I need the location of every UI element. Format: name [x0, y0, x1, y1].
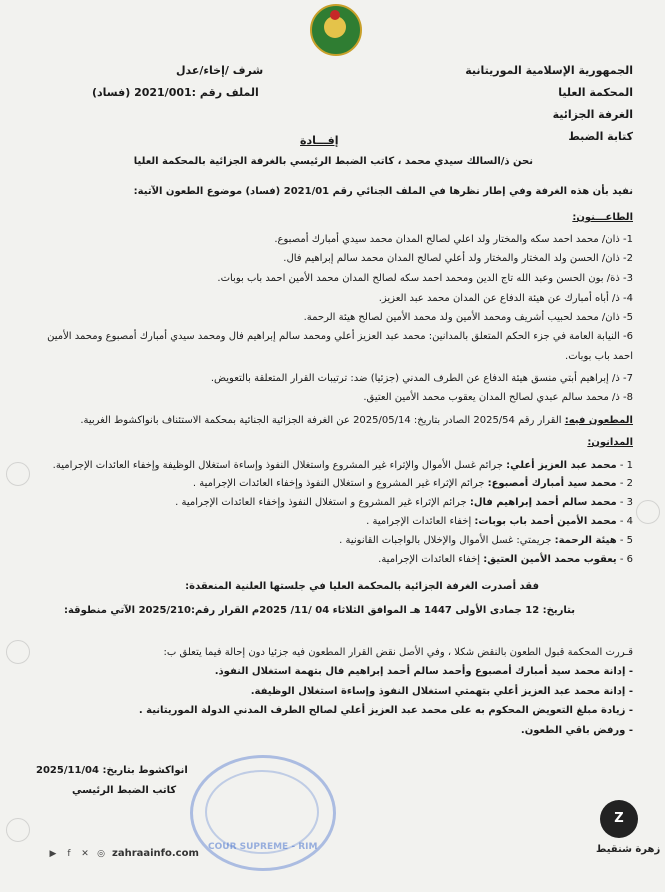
convicted-6: [378, 553, 633, 566]
instagram-icon[interactable]: ◎: [97, 849, 105, 859]
convicted-2: [193, 477, 633, 490]
convicted-num: 1 -: [619, 460, 633, 471]
header-left-2: الملف رقم :2021/001 (فساد): [92, 86, 259, 99]
appellant-2: 2- ذان/ الحسن ولد المختار والمختار ولد أعلي لصالح المدان محمد سالم إبراهيم فال.: [283, 253, 633, 264]
watermark-icon: [636, 500, 660, 524]
convicted-num: 2 -: [619, 478, 633, 489]
appellant-4: 4- ذ/ أباه أمبارك عن هيئة الدفاع عن المدان محمد عبد العزيز.: [378, 293, 633, 304]
intro-line-2: نفيد بأن هذه الغرفة وفي إطار نظرها في الملف الجنائي رقم 2021/01 (فساد) موضوع الطعون الآتية:: [133, 186, 633, 197]
header-right-1: الجمهورية الإسلامية الموريتانية: [465, 64, 633, 77]
session-date: بتاريخ: 12 جمادى الأولى 1447 هـ الموافق الثلاثاء 04 /11/ 2025م القرار رقم:2025/210 الآتي منطوقة:: [63, 605, 575, 616]
youtube-icon[interactable]: ▶: [49, 849, 57, 859]
appellant-5: 5- ذان/ محمد لحبيب أشريف ومحمد الأمين ولد محمد الأمين لصالح هيئة الرحمة.: [303, 312, 633, 323]
decision-line-2: - إدانة محمد سيد أمبارك أمصبوع وأحمد سالم أحمد إبراهيم فال بتهمة استغلال النفوذ.: [214, 666, 633, 677]
appealed-row: [80, 414, 633, 427]
appealed-text: القرار رقم 2025/54 الصادر بتاريخ: 2025/05/14 عن الغرفة الجزائية الجنائية بمحكمة الاستئناف بانواكشوط الغربية.: [80, 415, 562, 426]
decision-line-5: - ورفض باقي الطعون.: [520, 725, 633, 736]
facebook-icon[interactable]: f: [67, 849, 71, 859]
convicted-4: [366, 515, 633, 528]
header-left-1: شرف /إخاء/عدل: [176, 64, 264, 77]
convicted-name: محمد سيد أمبارك أمصبوع:: [487, 478, 617, 489]
intro-line-1: نحن ذ/السالك سيدي محمد ، كاتب الضبط الرئيسي بالغرفة الجزائية بالمحكمة العليا: [133, 156, 533, 167]
x-icon[interactable]: ✕: [81, 849, 89, 859]
brand-letter: Z: [614, 811, 624, 826]
convicted-charges: جرائم الإثراء غير المشروع و استغلال النفوذ وإخفاء العائدات الإجرامية .: [192, 478, 485, 489]
signature-date: انواكشوط بتاريخ: 2025/11/04: [36, 765, 188, 776]
convicted-name: هيئة الرحمة:: [554, 535, 617, 546]
convicted-num: 5 -: [619, 535, 633, 546]
watermark-icon: [6, 640, 30, 664]
convicted-3: [175, 496, 633, 509]
signature-role: كاتب الضبط الرئيسي: [72, 785, 177, 796]
appellant-1: 1- ذان/ محمد احمد سكه والمختار ولد اعلي لصالح المدان محمد سيدي أمبارك أمصبوع.: [274, 234, 633, 245]
convicted-num: 6 -: [619, 554, 633, 565]
session-heading: فقد أصدرت الغرفة الجزائية بالمحكمة العليا في جلستها العلنية المنعقدة:: [185, 581, 539, 592]
convicted-heading: المدانون:: [587, 437, 633, 448]
appellant-3: 3- ذة/ بون الحسن وعبد الله تاج الدين ومحمد احمد سكه لصالح المدان محمد الأمين احمد باب بوبات.: [217, 273, 633, 284]
header-right-4: كتابة الضبط: [568, 130, 633, 143]
convicted-charges: جريمتي: غسل الأموال والإخلال بالواجبات القانونية .: [339, 535, 552, 546]
watermark-icon: [6, 818, 30, 842]
convicted-num: 4 -: [619, 516, 633, 527]
appellant-6: 6- النيابة العامة في جزء الحكم المتعلق بالمدانين: محمد عبد العزيز أعلي ومحمد سالم إبراهيم فال ومحمد سيدي أمبارك أمصبوع ومحمد الأمين: [47, 331, 633, 342]
convicted-charges: إخفاء العائدات الإجرامية .: [366, 516, 472, 527]
convicted-5: [339, 534, 633, 547]
brand-name: زهرة شنقيط: [596, 844, 661, 855]
decision-line-1: قـررت المحكمة قبول الطعون بالنقض شكلا ، وفي الأصل نقض القرار المطعون فيه جزئيا دون إحالة فيما يتعلق ب:: [163, 647, 633, 658]
appellant-8: 8- ذ/ محمد سالم عبدي لصالح المدان يعقوب محمد الأمين العتيق.: [363, 392, 633, 403]
convicted-name: محمد الأمين أحمد باب بوبات:: [474, 516, 617, 527]
decision-line-4: - زيادة مبلغ التعويض المحكوم به على محمد عبد العزيز أعلي لصالح الطرف المدني الدولة الموريتانية .: [138, 705, 633, 716]
appealed-label: المطعون فيه:: [564, 415, 633, 426]
brand-logo-icon: [600, 800, 638, 838]
convicted-name: محمد عبد العزيز أعلي:: [506, 460, 617, 471]
convicted-num: 3 -: [619, 497, 633, 508]
national-emblem-icon: [310, 4, 362, 56]
appellant-6-cont: احمد باب بوبات.: [565, 351, 633, 362]
appellant-7: 7- ذ/ إبراهيم أبتي منسق هيئة الدفاع عن الطرف المدني (جزئيا) ضد: ترتيبات القرار المتعلقة بالتعويض.: [210, 373, 633, 384]
convicted-charges: إخفاء العائدات الإجرامية.: [378, 554, 481, 565]
convicted-name: محمد سالم أحمد إبراهيم فال:: [469, 497, 617, 508]
convicted-charges: جرائم الإثراء غير المشروع و استغلال النفوذ وإخفاء العائدات الإجرامية .: [175, 497, 467, 508]
header-right-3: الغرفة الجزائية: [552, 108, 633, 121]
appellants-heading: الطاعـــنون:: [572, 212, 633, 223]
document-title: إفـــادة: [300, 134, 339, 147]
website-link[interactable]: zahraainfo.com: [112, 848, 199, 859]
header-right-2: المحكمة العليا: [558, 86, 633, 99]
watermark-icon: [6, 462, 30, 486]
convicted-charges: جرائم غسل الأموال والإثراء غير المشروع واستغلال النفوذ وإساءة استغلال الوظيفة وإخفاء العائدات الإجرامية.: [52, 460, 503, 471]
convicted-name: يعقوب محمد الأمين العتيق:: [483, 554, 617, 565]
convicted-1: [53, 459, 633, 472]
seal-text: COUR SUPREME - RIM: [208, 842, 318, 852]
decision-line-3: - إدانة محمد عبد العزيز أعلي بتهمتي استغلال النفوذ وإساءة استغلال الوظيفة.: [250, 686, 633, 697]
